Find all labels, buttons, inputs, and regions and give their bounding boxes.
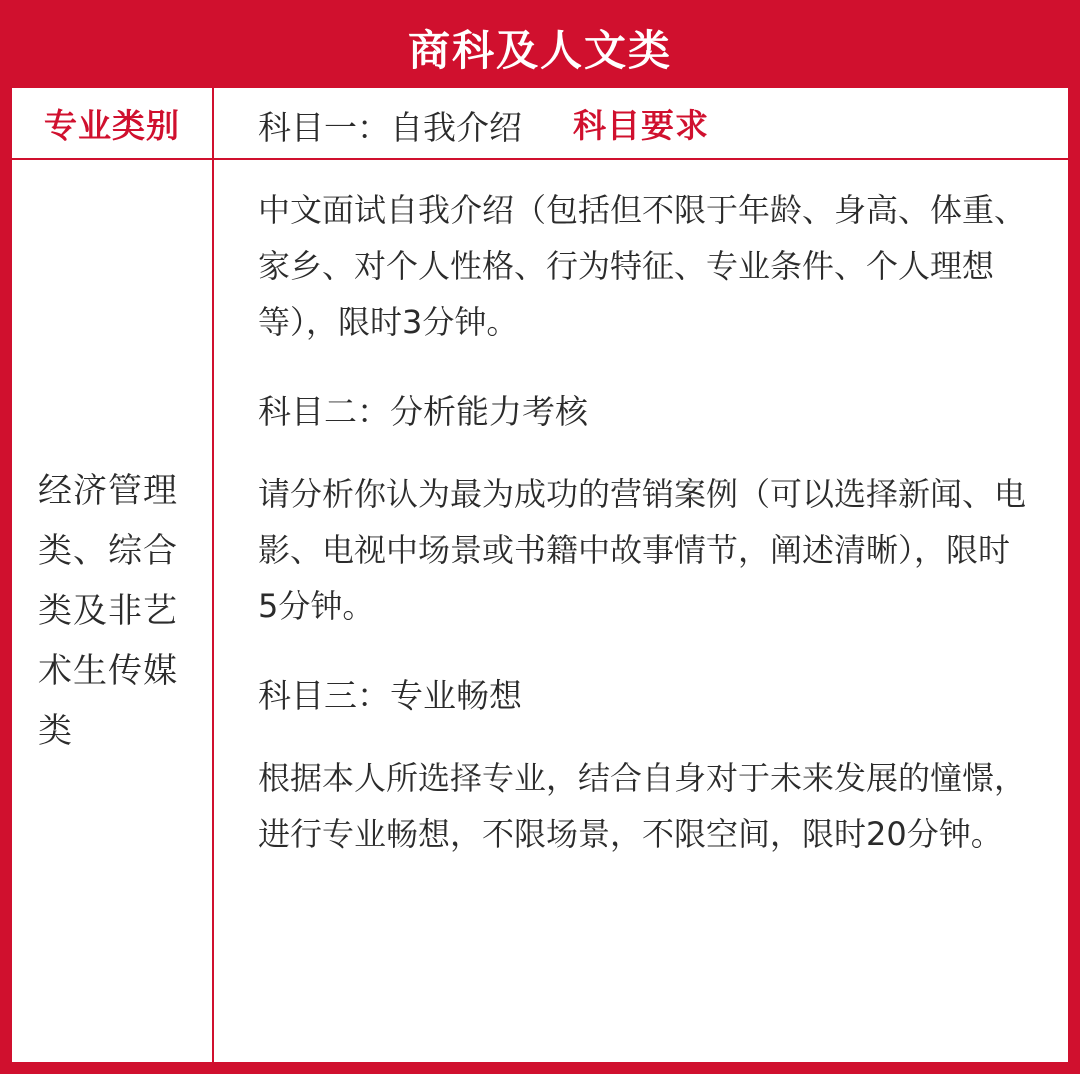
subject-description: 中文面试自我介绍（包括但不限于年龄、身高、体重、家乡、对个人性格、行为特征、专业条件、个人理想等），限时3分钟。 (258, 191, 1027, 341)
header-requirements: 科目要求 (573, 105, 709, 145)
subject-1 (258, 100, 1028, 350)
subject-title: 科目二：分析能力考核 (258, 392, 588, 431)
subject-2 (258, 384, 1028, 634)
subject-description: 根据本人所选择专业，结合自身对于未来发展的憧憬，进行专业畅想，不限场景，不限空间，限时20分钟。 (258, 759, 1027, 853)
subject-3 (258, 668, 1028, 862)
category-text: 经济管理类、综合类及非艺术生传媒类 (38, 471, 178, 751)
category-cell (12, 160, 212, 1062)
column-divider (212, 88, 214, 1062)
subject-description: 请分析你认为最为成功的营销案例（可以选择新闻、电影、电视中场景或书籍中故事情节，阐述清晰），限时5分钟。 (258, 475, 1027, 625)
subject-title: 科目三：专业畅想 (258, 676, 522, 715)
header-category: 专业类别 (44, 105, 180, 145)
subject-title: 科目一：自我介绍 (258, 108, 522, 147)
page-title: 商科及人文类 (407, 26, 672, 75)
requirements-cell (258, 100, 1028, 862)
